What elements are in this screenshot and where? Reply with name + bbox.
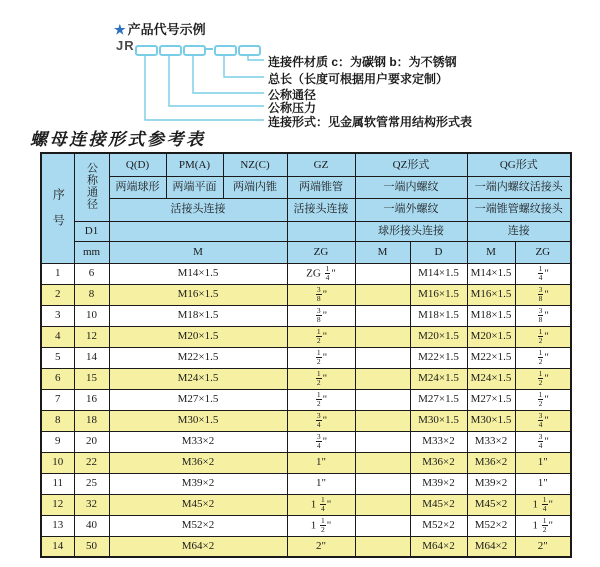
cell-seq: 10 [41, 452, 74, 473]
cell-mm: 22 [74, 452, 109, 473]
table-row [41, 431, 571, 452]
star-icon: ★ [114, 22, 126, 37]
cell-qz-m [355, 515, 410, 536]
cell-qz-m [355, 263, 410, 284]
cell-gz: $\frac{3}{8}$ " [287, 305, 355, 326]
cell-qg-m: M33×2 [467, 431, 515, 452]
cell-qg-zg: $\frac{1}{2}$ " [515, 347, 571, 368]
cell-qg-m: M45×2 [467, 494, 515, 515]
header-qz-thread-in: 一端内螺纹 [355, 176, 467, 198]
cell-seq: 1 [41, 263, 74, 284]
cell-m-thread: M27×1.5 [109, 389, 287, 410]
nut-connection-reference-table [40, 152, 572, 558]
cell-gz: 1 $\frac{1}{4}$ " [287, 494, 355, 515]
header-gz-connection: 活接头连接 [287, 198, 355, 221]
cell-qz-d: M18×1.5 [410, 305, 467, 326]
cell-qg-zg: $\frac{1}{2}$ " [515, 389, 571, 410]
cell-seq: 13 [41, 515, 74, 536]
cell-gz: 2" [287, 536, 355, 557]
cell-m-thread: M24×1.5 [109, 368, 287, 389]
cell-qz-m [355, 473, 410, 494]
cell-qz-m [355, 494, 410, 515]
cell-seq: 8 [41, 410, 74, 431]
cell-mm: 40 [74, 515, 109, 536]
header-union-connection: 活接头连接 [109, 198, 287, 221]
header-nominal-diameter [74, 153, 109, 221]
header-qz-code: QZ形式 [355, 153, 467, 176]
cell-qz-d: M16×1.5 [410, 284, 467, 305]
header-nominal-label: 公称通径 [85, 161, 98, 210]
cell-qg-zg: $\frac{3}{4}$ " [515, 410, 571, 431]
cell-gz: $\frac{1}{2}$ " [287, 347, 355, 368]
header-blank-qpmnz [109, 221, 287, 241]
cell-qz-m [355, 410, 410, 431]
table-row [41, 536, 571, 557]
cell-m-thread: M30×1.5 [109, 410, 287, 431]
cell-mm: 14 [74, 347, 109, 368]
diagram-label-diameter: 公称通径 [268, 88, 317, 102]
cell-gz: $\frac{3}{8}$ " [287, 284, 355, 305]
header-qg-connect: 连接 [467, 221, 571, 241]
cell-qz-m [355, 368, 410, 389]
cell-m-thread: M36×2 [109, 452, 287, 473]
cell-gz: 1 $\frac{1}{2}$ " [287, 515, 355, 536]
header-qz-ball-joint: 球形接头连接 [355, 221, 467, 241]
table-row [41, 410, 571, 431]
cell-m-thread: M20×1.5 [109, 326, 287, 347]
header-qz-d: D [410, 241, 467, 263]
cell-qz-d: M52×2 [410, 515, 467, 536]
cell-qz-d: M30×1.5 [410, 410, 467, 431]
cell-qz-m [355, 305, 410, 326]
cell-seq: 3 [41, 305, 74, 326]
header-q-code: Q(D) [109, 153, 166, 176]
cell-qz-m [355, 284, 410, 305]
cell-mm: 6 [74, 263, 109, 284]
header-mm: mm [74, 241, 109, 263]
cell-qg-zg: $\frac{1}{2}$ " [515, 326, 571, 347]
diagram-label-material: 连接件材质 c：为碳钢 b：为不锈钢 [268, 55, 457, 69]
cell-qg-m: M64×2 [467, 536, 515, 557]
header-seq-label: 序号 [51, 187, 66, 240]
cell-gz: $\frac{1}{2}$ " [287, 368, 355, 389]
cell-seq: 12 [41, 494, 74, 515]
cell-seq: 4 [41, 326, 74, 347]
cell-qz-m [355, 326, 410, 347]
cell-gz: $\frac{1}{2}$ " [287, 389, 355, 410]
cell-qg-m: M36×2 [467, 452, 515, 473]
table-row [41, 263, 571, 284]
cell-qz-d: M45×2 [410, 494, 467, 515]
cell-qz-d: M20×1.5 [410, 326, 467, 347]
cell-qz-d: M22×1.5 [410, 347, 467, 368]
header-pm-code: PM(A) [166, 153, 223, 176]
table-row [41, 305, 571, 326]
cell-qg-zg: $\frac{1}{4}$ " [515, 263, 571, 284]
cell-seq: 2 [41, 284, 74, 305]
cell-qz-d: M64×2 [410, 536, 467, 557]
cell-mm: 20 [74, 431, 109, 452]
header-qg-thread-in: 一端内螺纹活接头 [467, 176, 571, 198]
header-gz-code: GZ [287, 153, 355, 176]
cell-m-thread: M39×2 [109, 473, 287, 494]
cell-seq: 9 [41, 431, 74, 452]
cell-qg-m: M52×2 [467, 515, 515, 536]
cell-gz: $\frac{1}{2}$ " [287, 326, 355, 347]
header-m-unit: M [109, 241, 287, 263]
cell-qg-m: M24×1.5 [467, 368, 515, 389]
cell-m-thread: M52×2 [109, 515, 287, 536]
cell-qg-zg: 2" [515, 536, 571, 557]
header-blank-gz [287, 221, 355, 241]
cell-qz-d: M33×2 [410, 431, 467, 452]
header-pm-ends: 两端平面 [166, 176, 223, 198]
header-d1: D1 [74, 221, 109, 241]
cell-mm: 50 [74, 536, 109, 557]
cell-mm: 16 [74, 389, 109, 410]
cell-qz-d: M24×1.5 [410, 368, 467, 389]
cell-qg-zg: 1 $\frac{1}{4}$ " [515, 494, 571, 515]
cell-qg-m: M18×1.5 [467, 305, 515, 326]
cell-m-thread: M33×2 [109, 431, 287, 452]
cell-qz-m [355, 431, 410, 452]
cell-qg-zg: $\frac{1}{2}$ " [515, 368, 571, 389]
diagram-label-conn-form: 连接形式：见金属软管常用结构形式表 [268, 115, 473, 129]
cell-gz: 1" [287, 473, 355, 494]
cell-qz-m [355, 452, 410, 473]
cell-mm: 8 [74, 284, 109, 305]
cell-m-thread: M16×1.5 [109, 284, 287, 305]
diagram-label-length: 总长（长度可根据用户要求定制） [268, 72, 449, 86]
header-qg-zg: ZG [515, 241, 571, 263]
diagram-title-text: 产品代号示例 [127, 22, 206, 37]
cell-qz-m [355, 536, 410, 557]
cell-gz: $\frac{3}{4}$ " [287, 410, 355, 431]
cell-m-thread: M22×1.5 [109, 347, 287, 368]
header-qz-thread-out: 一端外螺纹 [355, 198, 467, 221]
cell-qz-d: M14×1.5 [410, 263, 467, 284]
cell-seq: 6 [41, 368, 74, 389]
table-row [41, 494, 571, 515]
cell-mm: 32 [74, 494, 109, 515]
cell-qg-zg: 1" [515, 452, 571, 473]
cell-qz-m [355, 389, 410, 410]
cell-qg-m: M27×1.5 [467, 389, 515, 410]
table-body [41, 263, 571, 557]
table-title: 螺母连接形式参考表 [30, 130, 206, 149]
cell-qz-d: M27×1.5 [410, 389, 467, 410]
cell-qg-m: M16×1.5 [467, 284, 515, 305]
cell-seq: 5 [41, 347, 74, 368]
cell-qg-m: M14×1.5 [467, 263, 515, 284]
cell-mm: 15 [74, 368, 109, 389]
cell-qg-m: M20×1.5 [467, 326, 515, 347]
cell-qg-zg: $\frac{3}{4}$ " [515, 431, 571, 452]
cell-gz: $\frac{3}{4}$ " [287, 431, 355, 452]
cell-m-thread: M14×1.5 [109, 263, 287, 284]
diagram-label-pressure: 公称压力 [268, 101, 317, 115]
header-nz-ends: 两端内锥 [223, 176, 287, 198]
header-qg-taper-thread: 一端锥管螺纹接头 [467, 198, 571, 221]
header-qz-m: M [355, 241, 410, 263]
table-row [41, 389, 571, 410]
cell-qz-d: M39×2 [410, 473, 467, 494]
cell-seq: 14 [41, 536, 74, 557]
cell-qg-zg: $\frac{3}{8}$ " [515, 284, 571, 305]
table-header [41, 153, 571, 263]
cell-qz-d: M36×2 [410, 452, 467, 473]
table-row [41, 347, 571, 368]
cell-gz: 1" [287, 452, 355, 473]
header-qg-m: M [467, 241, 515, 263]
cell-qz-m [355, 347, 410, 368]
cell-mm: 10 [74, 305, 109, 326]
cell-mm: 12 [74, 326, 109, 347]
cell-qg-zg: 1 $\frac{1}{2}$ " [515, 515, 571, 536]
table-row [41, 284, 571, 305]
cell-m-thread: M18×1.5 [109, 305, 287, 326]
header-seq [41, 153, 74, 263]
cell-qg-zg: $\frac{3}{8}$ " [515, 305, 571, 326]
table-row [41, 368, 571, 389]
cell-mm: 18 [74, 410, 109, 431]
header-q-ends: 两端球形 [109, 176, 166, 198]
table-row [41, 452, 571, 473]
code-prefix: JR [116, 38, 135, 53]
cell-qg-zg: 1" [515, 473, 571, 494]
cell-m-thread: M64×2 [109, 536, 287, 557]
cell-qg-m: M22×1.5 [467, 347, 515, 368]
header-nz-code: NZ(C) [223, 153, 287, 176]
header-qg-code: QG形式 [467, 153, 571, 176]
cell-qg-m: M39×2 [467, 473, 515, 494]
cell-mm: 25 [74, 473, 109, 494]
cell-gz: ZG $\frac{1}{4}$ " [287, 263, 355, 284]
header-gz-ends: 两端锥管 [287, 176, 355, 198]
cell-seq: 7 [41, 389, 74, 410]
table-row [41, 515, 571, 536]
table-row [41, 473, 571, 494]
cell-seq: 11 [41, 473, 74, 494]
cell-m-thread: M45×2 [109, 494, 287, 515]
header-gz-unit: ZG [287, 241, 355, 263]
table-row [41, 326, 571, 347]
cell-qg-m: M30×1.5 [467, 410, 515, 431]
